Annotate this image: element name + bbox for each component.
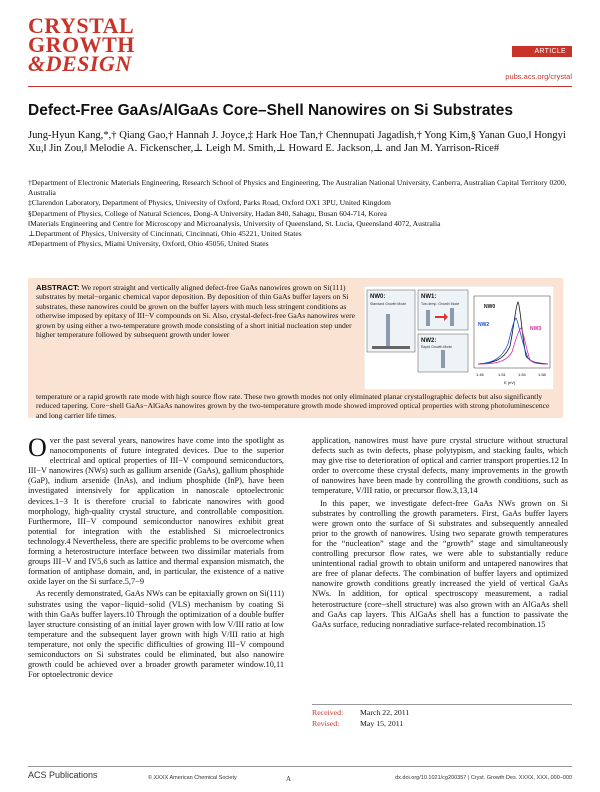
- affiliation: ‖Materials Engineering and Centre for Microscopy and Microanalysis, University of Queensland, St. Lucia, Queensland 4072, Australia: [28, 218, 441, 228]
- header-rule: [28, 86, 572, 87]
- paragraph: application, nanowires must have pure crystal structure without structural defects such as twin defects, phase polytypism, and stacking faults, which may give rise to deterioration of optical and carrier transport properties.12 In order to overcome these crystal defects, many improvements in the growth of nanowires have been made by controlling the growth conditions, such as temperature, V/III ratio, or precursor flow.3,13,14: [312, 436, 568, 496]
- journal-logo: [28, 13, 228, 76]
- abstract-body-a: We report straight and vertically aligned defect-free GaAs nanowires grown on Si(111) substrates by metal−organic chemical vapor deposition. By deposition of thin GaAs buffer layers on Si substrates, these nanowires could be grown on the buffer layers with much less stringent conditions as otherwise imposed by epitaxy of III−V compounds on Si. Also, crystal-defect-free GaAs nanowires were grown by using either a two-temperature growth mode consisting of a short initial nucleation step under higher temperature followed by subsequent growth under lower: [36, 283, 355, 340]
- toc-x-tick: 1.51: [498, 372, 506, 377]
- journal-url[interactable]: pubs.acs.org/crystal: [505, 72, 572, 81]
- revised-label: Revised:: [312, 719, 340, 728]
- paper-title: Defect-Free GaAs/AlGaAs Core–Shell Nanowires on Si Substrates: [28, 102, 513, 119]
- abstract-text-a: [36, 283, 358, 339]
- footer-rule: [28, 766, 572, 767]
- dropcap: O: [28, 433, 47, 462]
- logo-line-3: &DESIGN: [28, 51, 132, 76]
- received-date: March 22, 2011: [360, 708, 410, 717]
- toc-x-tick: 1.46: [476, 372, 484, 377]
- revised-date: May 15, 2011: [360, 719, 404, 728]
- paragraph: In this paper, we investigate defect-free GaAs NWs grown on Si substrates by controlling the growth parameters. First, GaAs buffer layers were grown onto the surface of Si substrates and subsequently annealed prior to the growth of nanowires. Using two separate growth temperatures for the “nucleation” stage and the “growth” stage and simultaneously controlling precursor flow rates, we were able to substantially reduce unintentional radial growth to obtain uniform and untapered nanowires that are free of planar defects. The combination of buffer layers and optimized nanowire growth conditions greatly increased the yield of vertical GaAs NWs. In addition, for optical spectroscopy measurement, a radial heterostructure (core−shell structure) was also grown with an AlGaAs shell and GaAs cap layers. This AlGaAs shell has a function to passivate the GaAs surface, reducing nonradiative surface-related recombination.15: [312, 498, 568, 629]
- toc-pl-nw2: NW2: [478, 322, 490, 328]
- received-label: Received:: [312, 708, 344, 717]
- affiliation: ⊥Department of Physics, University of Cincinnati, Cincinnati, Ohio 45221, United States: [28, 229, 302, 239]
- affiliation: #Department of Physics, Miami University, Oxford, Ohio 45056, United States: [28, 239, 269, 249]
- toc-nw2-sub: Rapid Growth Mode: [421, 345, 453, 349]
- affiliation: ‡Clarendon Laboratory, Department of Physics, University of Oxford, Parks Road, Oxford OX1 3PU, United Kingdom: [28, 198, 391, 208]
- page-number: A: [286, 775, 292, 783]
- affiliations: [28, 178, 573, 249]
- body-column-right: [312, 436, 568, 632]
- toc-nw1-label: NW1:: [421, 294, 437, 300]
- doi[interactable]: dx.doi.org/10.1021/cg200357 | Cryst. Growth Des. XXXX, XXX, 000–000: [395, 775, 572, 781]
- affiliation: †Department of Electronic Materials Engineering, Research School of Physics and Engineering, The Australian National University, Canberra, Australian Capital Territory 0200, Australia: [28, 178, 567, 198]
- paragraph-text: ver the past several years, nanowires have come into the spotlight as nanocomponents of future integrated devices. Due to the superior electrical and optical properties of III−V compound semiconductors, III−V nanowires (NWs) such as gallium arsenide (GaAs), gallium phosphide (GaP), indium arsenide (InAs), and indium phosphide (InP), have been investigated intensively for application in nanoscale optoelectronic devices.1−3 It is therefore crucial to fabricate nanowires with good morphology, high-quality crystal structure, and controllable composition. Furthermore, III−V compound semiconductor nanowires exhibit great potential for integration with the established Si microelectronics technology.4 Nevertheless, there are specific problems to be overcome when forming a heterostructure interface between two dissimilar materials from groups III−V and IV5,6 such as lattice and thermal expansion mismatch, the formation of antiphase domain, and, in particular, the existence of a native oxide layer on the Si surface.5,7−9: [28, 436, 284, 587]
- affiliation: §Department of Physics, College of Natural Sciences, Dong-A University, Hadan 840, Sahagu, Busan 604-714, Korea: [28, 208, 387, 218]
- paragraph: [28, 433, 284, 587]
- abstract-box: [28, 278, 563, 418]
- logo-line-2: GROWTH: [28, 32, 135, 57]
- toc-pl-nw0: NW0: [484, 304, 496, 310]
- body-column-left: [28, 433, 284, 682]
- toc-nw2-label: NW2:: [421, 338, 437, 344]
- toc-x-label: E (eV): [504, 380, 516, 385]
- toc-nw0-label: NW0:: [370, 294, 386, 300]
- paragraph: As recently demonstrated, GaAs NWs can be epitaxially grown on Si(111) substrates using the vapor−liquid−solid (VLS) mechanism by coating Si with thin GaAs buffer layers.10 Through the optimization of a double buffer layer structure consisting of an initial layer grown with low V/III ratio at low temperature and the subsequent layer grown with high V/III ratio at high temperature, not only the specific difficulties of growing III−V compound semiconductors on Si substrates could be eliminated, but also nanowire growth could be achieved over a broader growth parameter window.10,11 For optoelectronic device: [28, 589, 284, 680]
- publisher-logo: ACS Publications: [28, 770, 98, 780]
- toc-x-tick: 1.54: [518, 372, 526, 377]
- logo-line-1: CRYSTAL: [28, 13, 135, 38]
- article-tag: ARTICLE: [512, 46, 572, 57]
- abstract-text-b: temperature or a rapid growth rate mode with high source flow rate. These two growth modes not only eliminated planar crystallographic defects but also significantly reduced tapering. Core−shell GaAs−AlGaAs nanowires grown by the two-temperature growth mode showed improved optical properties with strong photoluminescence and long carrier life times.: [36, 392, 550, 420]
- abstract-label: ABSTRACT:: [36, 283, 80, 292]
- toc-x-tick: 1.58: [538, 372, 546, 377]
- author-list: Jung-Hyun Kang,*,† Qiang Gao,† Hannah J. Joyce,‡ Hark Hoe Tan,† Chennupati Jagadish,† Yong Kim,§ Yanan Guo,‖ Hongyi Xu,‖ Jin Zou,‖ Melodie A. Fickenscher,⊥ Leigh M. Smith,⊥ Howard E. Jackson,⊥ and Jan M. Yarrison-Rice#: [28, 130, 566, 154]
- toc-nw0-sub: Standard Growth Mode: [370, 302, 407, 306]
- dates: [312, 707, 409, 729]
- toc-pl-nw3: NW3: [530, 326, 542, 332]
- toc-graphic: [364, 286, 554, 390]
- toc-nw1-sub: Two-temp. Growth Mode: [421, 302, 460, 306]
- copyright: © XXXX American Chemical Society: [148, 775, 237, 781]
- dates-rule: [312, 704, 572, 705]
